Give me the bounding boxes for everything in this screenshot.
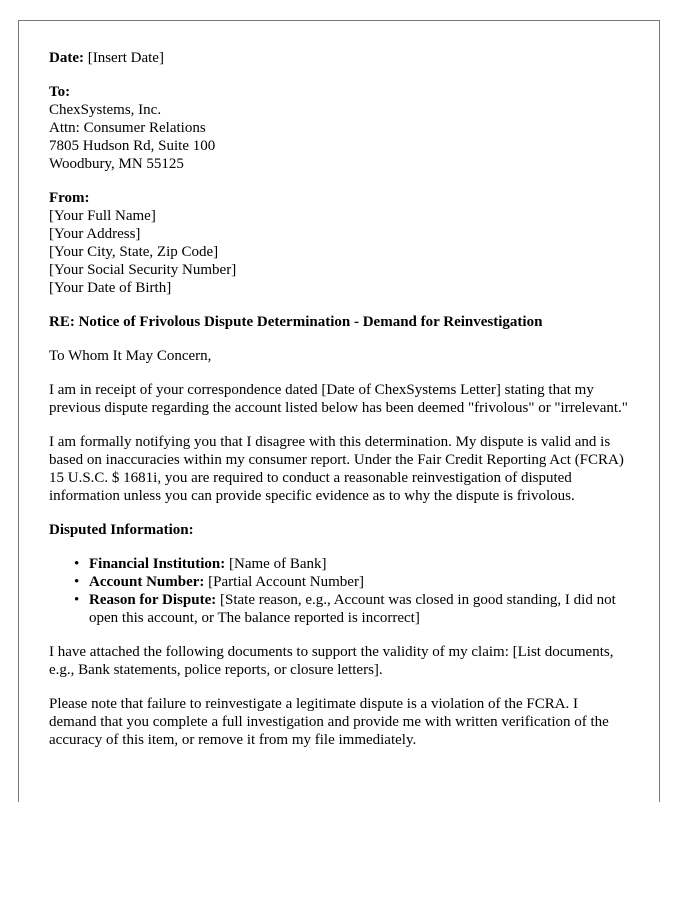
date-value: [Insert Date] bbox=[83, 50, 164, 66]
disputed-list bbox=[49, 555, 629, 627]
item-label: Reason for Dispute: bbox=[89, 592, 217, 608]
list-item bbox=[74, 573, 629, 591]
item-value: [Partial Account Number] bbox=[204, 574, 364, 590]
sender-line: [Your Date of Birth] bbox=[49, 280, 172, 296]
sender-line: [Your Social Security Number] bbox=[49, 262, 237, 278]
subject-line: RE: Notice of Frivolous Dispute Determination - Demand for Reinvestigation bbox=[49, 314, 543, 330]
recipient-block bbox=[49, 83, 629, 173]
item-value: [State reason, e.g., Account was closed in good standing, I did not open this account, or The balance reported is incorrect] bbox=[89, 592, 616, 626]
recipient-line: ChexSystems, Inc. bbox=[49, 102, 162, 118]
sender-line: [Your Address] bbox=[49, 226, 141, 242]
bullet-icon: • bbox=[74, 556, 80, 572]
bullet-icon: • bbox=[74, 574, 80, 590]
sender-block bbox=[49, 189, 629, 297]
item-value: [Name of Bank] bbox=[225, 556, 327, 572]
recipient-line: 7805 Hudson Rd, Suite 100 bbox=[49, 138, 216, 154]
body-paragraph: I have attached the following documents to support the validity of my claim: [List documents, e.g., Bank statements, police reports, or closure letters]. bbox=[49, 644, 614, 678]
body-paragraph: I am formally notifying you that I disagree with this determination. My dispute is valid and is based on inaccuracies within my consumer report. Under the Fair Credit Reporting Act (FCRA) 15 U.S.C. $ 1681i, you are required to conduct a reasonable reinvestigation of disputed information unless you can provide specific evidence as to why the dispute is frivolous. bbox=[49, 434, 624, 504]
recipient-line: Attn: Consumer Relations bbox=[49, 120, 206, 136]
salutation: To Whom It May Concern, bbox=[49, 348, 212, 364]
date-label: Date: bbox=[49, 50, 84, 66]
sender-line: [Your City, State, Zip Code] bbox=[49, 244, 219, 260]
from-label: From: bbox=[49, 190, 90, 206]
date-line bbox=[49, 49, 629, 67]
body-paragraph: Please note that failure to reinvestigate a legitimate dispute is a violation of the FCRA. I demand that you complete a full investigation and provide me with written verification of the accuracy of this item, or remove it from my file immediately. bbox=[49, 696, 609, 748]
letter-page bbox=[18, 20, 660, 802]
sender-line: [Your Full Name] bbox=[49, 208, 156, 224]
to-label: To: bbox=[49, 84, 71, 100]
list-item bbox=[74, 591, 629, 627]
body-paragraph: I am in receipt of your correspondence dated [Date of ChexSystems Letter] stating that my previous dispute regarding the account listed below has been deemed "frivolous" or "irrelevant." bbox=[49, 382, 628, 416]
disputed-heading: Disputed Information: bbox=[49, 522, 194, 538]
item-label: Financial Institution: bbox=[89, 556, 226, 572]
item-label: Account Number: bbox=[89, 574, 205, 590]
bullet-icon: • bbox=[74, 592, 80, 608]
list-item bbox=[74, 555, 629, 573]
recipient-line: Woodbury, MN 55125 bbox=[49, 156, 184, 172]
